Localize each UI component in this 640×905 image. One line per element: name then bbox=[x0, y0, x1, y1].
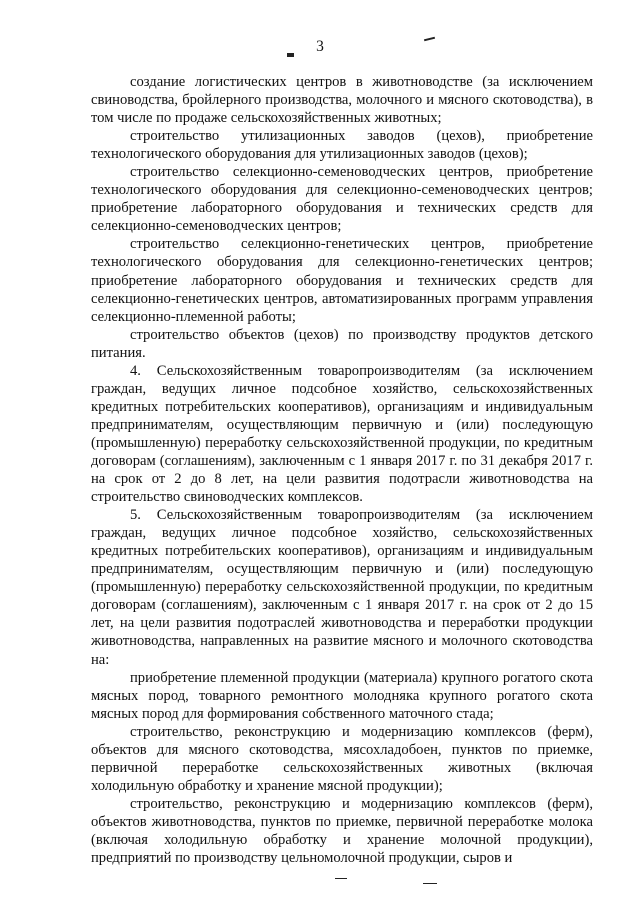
paragraph: строительство, реконструкцию и модернизацию комплексов (ферм), объектов животноводства, пунктов по приемке, первичной переработке молока (включая холодильную обработку и хранение молочной продукции), предприятий по производству цельномолочной продукции, сыров и bbox=[91, 795, 593, 867]
paragraph: строительство объектов (цехов) по производству продуктов детского питания. bbox=[91, 326, 593, 361]
scan-speck bbox=[287, 53, 294, 57]
paragraph: создание логистических центров в животноводстве (за исключением свиноводства, бройлерного производства, молочного и мясного скотоводства), в том числе по продаже сельскохозяйственных животных; bbox=[91, 74, 593, 127]
paragraph: приобретение племенной продукции (материала) крупного рогатого скота мясных пород, товарного ремонтного молодняка крупного рогатого скота мясных пород для формирования собственного маточного стада; bbox=[91, 669, 593, 722]
paragraph: строительство селекционно-семеноводческих центров, приобретение технологического оборудования для селекционно-семеноводческих центров; приобретение лабораторного оборудования и технических средств для селекционно-семеноводческих центров; bbox=[91, 164, 593, 235]
paragraph: строительство селекционно-генетических центров, приобретение технологического оборудования для селекционно-генетических центров; приобретение лабораторного оборудования и технических средств для селекционно-генетических центров, автоматизированных программ управления селекционно-племенной работы; bbox=[91, 236, 593, 325]
scan-speck bbox=[335, 878, 347, 879]
paragraph: строительство утилизационных заводов (цехов), приобретение технологического оборудования для утилизационных заводов (цехов); bbox=[91, 128, 593, 163]
paragraph: строительство, реконструкцию и модернизацию комплексов (ферм), объектов для мясного скотоводства, мясохладобоен, пунктов по приемке, первичной переработке сельскохозяйственных животных (включая холодильную обработку и хранение мясной продукции); bbox=[91, 723, 593, 794]
page-number: 3 bbox=[316, 38, 324, 55]
paragraph: 5. Сельскохозяйственным товаропроизводителям (за исключением граждан, ведущих личное подсобное хозяйство, сельскохозяйственных кредитных потребительских кооперативов), организациям и индивидуальным предпринимателям, осуществляющим первичную и (или) последующую (промышленную) переработку сельскохозяйственной продукции, по кредитным договорам (соглашениям), заключенным с 1 января 2017 г. на срок от 2 до 15 лет, на цели развития подотраслей животноводства и переработки продукции животноводства, направленных на развитие мясного и молочного скотоводства на: bbox=[91, 507, 593, 668]
paragraph: 4. Сельскохозяйственным товаропроизводителям (за исключением граждан, ведущих личное подсобное хозяйство, сельскохозяйственных кредитных потребительских кооперативов), организациям и индивидуальным предпринимателям, осуществляющим первичную и (или) последующую (промышленную) переработку сельскохозяйственной продукции, по кредитным договорам (соглашениям), заключенным с 1 января 2017 г. по 31 декабря 2017 г. на срок от 2 до 8 лет, на цели развития подотрасли животноводства на строительство свиноводческих комплексов. bbox=[91, 362, 593, 506]
scan-speck bbox=[423, 883, 437, 884]
document-body bbox=[91, 73, 593, 867]
